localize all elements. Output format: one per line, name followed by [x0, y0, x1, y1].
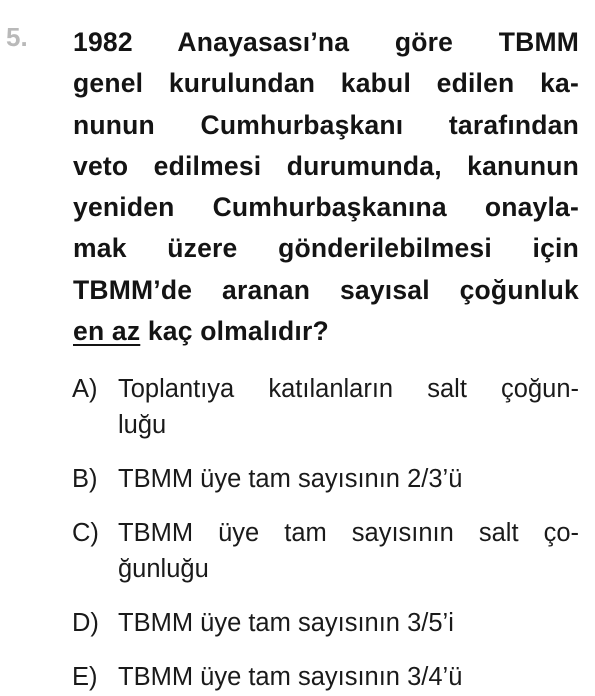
option-e[interactable]: [72, 657, 579, 696]
option-a[interactable]: [72, 369, 579, 445]
option-text: [118, 459, 579, 499]
stem-last-text: kaç olmalıdır?: [140, 316, 329, 347]
answer-options: [72, 369, 579, 696]
stem-line: mak üzere gönderilebilmesi için: [73, 233, 579, 264]
stem-line: TBMM’de aranan sayısal çoğunluk: [73, 274, 579, 305]
stem-last-line: [73, 311, 579, 352]
option-line: ğunluğu: [118, 555, 209, 583]
option-letter: C): [72, 519, 99, 547]
option-text: [118, 603, 579, 643]
option-letter: A): [72, 375, 98, 403]
stem-line: nunun Cumhurbaşkanı tarafından: [73, 109, 579, 140]
option-letter: E): [72, 663, 98, 691]
option-line: TBMM üye tam sayısının 3/4’ü: [118, 663, 463, 691]
stem-line: 1982 Anayasası’na göre TBMM: [73, 27, 579, 57]
option-b[interactable]: [72, 459, 579, 499]
stem-line: genel kurulundan kabul edilen ka-: [73, 68, 579, 99]
option-line: TBMM üye tam sayısının 3/5’i: [118, 609, 454, 637]
question-number: 5.: [6, 22, 28, 52]
option-line: TBMM üye tam sayısının salt ço-: [118, 519, 579, 547]
stem-line: yeniden Cumhurbaşkanına onayla-: [73, 192, 579, 223]
option-line: Toplantıya katılanların salt çoğun-: [118, 375, 579, 403]
option-text: [118, 369, 579, 445]
option-letter: B): [72, 465, 98, 493]
option-line: luğu: [118, 411, 167, 439]
option-letter: D): [72, 609, 99, 637]
option-text: [118, 657, 579, 696]
stem-line: veto edilmesi durumunda, kanunun: [73, 150, 579, 181]
option-d[interactable]: [72, 603, 579, 643]
option-line: TBMM üye tam sayısının 2/3’ü: [118, 465, 463, 493]
option-c[interactable]: [72, 513, 579, 589]
emphasis-underlined: en az: [73, 316, 141, 347]
question-stem: [73, 22, 579, 352]
option-text: [118, 513, 579, 589]
